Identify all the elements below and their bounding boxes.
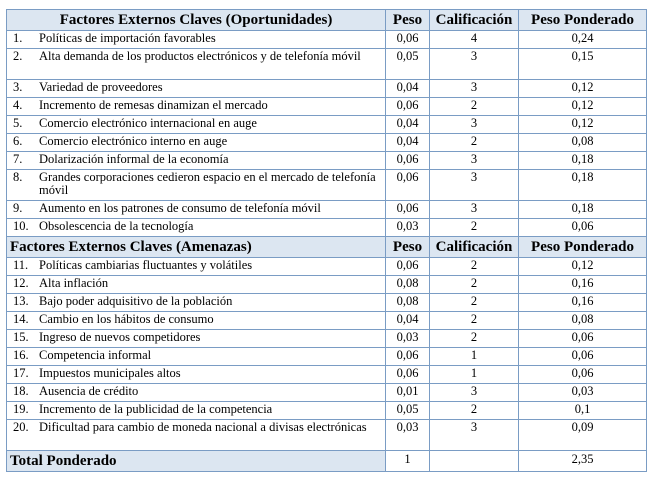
opportunities-header-row xyxy=(7,10,647,31)
factor-rating: 2 xyxy=(430,134,519,152)
factor-weighted: 0,08 xyxy=(519,134,647,152)
factor-cell xyxy=(7,134,386,152)
factor-number: 1. xyxy=(13,31,23,45)
factor-cell xyxy=(7,348,386,366)
factor-text: Comercio electrónico interno en auge xyxy=(39,134,228,148)
factor-cell xyxy=(7,258,386,276)
factor-row xyxy=(7,402,647,420)
factor-row xyxy=(7,366,647,384)
factor-number: 13. xyxy=(13,294,29,308)
factor-row xyxy=(7,219,647,237)
factor-row xyxy=(7,276,647,294)
factor-row xyxy=(7,116,647,134)
rating-header: Calificación xyxy=(430,10,519,31)
factor-weighted: 0,12 xyxy=(519,98,647,116)
factor-text: Ausencia de crédito xyxy=(39,384,139,398)
factor-weight: 0,04 xyxy=(386,80,430,98)
factor-weighted: 0,16 xyxy=(519,276,647,294)
factor-number: 6. xyxy=(13,134,23,148)
factor-row xyxy=(7,258,647,276)
factor-rating: 3 xyxy=(430,116,519,134)
factor-row xyxy=(7,312,647,330)
factor-rating: 2 xyxy=(430,258,519,276)
factor-weighted: 0,06 xyxy=(519,219,647,237)
factor-number: 5. xyxy=(13,116,23,130)
factor-cell xyxy=(7,384,386,402)
factor-cell xyxy=(7,201,386,219)
factor-weighted: 0,06 xyxy=(519,330,647,348)
factor-text: Políticas cambiarias fluctuantes y volátiles xyxy=(39,258,253,272)
factor-weight: 0,04 xyxy=(386,116,430,134)
factor-weight: 0,06 xyxy=(386,348,430,366)
threats-header-row xyxy=(7,237,647,258)
factor-row xyxy=(7,49,647,80)
factor-cell xyxy=(7,219,386,237)
factor-weighted: 0,18 xyxy=(519,152,647,170)
factor-weight: 0,05 xyxy=(386,402,430,420)
factor-number: 17. xyxy=(13,366,29,380)
factor-rating: 3 xyxy=(430,80,519,98)
efe-table xyxy=(6,9,647,472)
factor-weight: 0,05 xyxy=(386,49,430,80)
factor-text: Aumento en los patrones de consumo de telefonía móvil xyxy=(39,201,321,215)
factor-weight: 0,03 xyxy=(386,330,430,348)
factor-row xyxy=(7,384,647,402)
factor-number: 15. xyxy=(13,330,29,344)
factor-weight: 0,06 xyxy=(386,98,430,116)
factor-number: 2. xyxy=(13,49,23,63)
factor-rating: 4 xyxy=(430,31,519,49)
total-rating xyxy=(430,451,519,472)
total-row xyxy=(7,451,647,472)
factor-weighted: 0,08 xyxy=(519,312,647,330)
total-weighted: 2,35 xyxy=(519,451,647,472)
factor-number: 20. xyxy=(13,420,29,434)
factor-text: Bajo poder adquisitivo de la población xyxy=(39,294,233,308)
factor-row xyxy=(7,98,647,116)
factor-rating: 3 xyxy=(430,152,519,170)
factor-number: 3. xyxy=(13,80,23,94)
factor-weighted: 0,18 xyxy=(519,170,647,201)
factor-weighted: 0,12 xyxy=(519,80,647,98)
factor-rating: 3 xyxy=(430,420,519,451)
factor-rating: 3 xyxy=(430,49,519,80)
factor-number: 16. xyxy=(13,348,29,362)
factor-weighted: 0,06 xyxy=(519,366,647,384)
weight-header: Peso xyxy=(386,237,430,258)
factor-weight: 0,01 xyxy=(386,384,430,402)
factor-row xyxy=(7,80,647,98)
factor-cell xyxy=(7,80,386,98)
factor-weighted: 0,06 xyxy=(519,348,647,366)
factor-text: Dificultad para cambio de moneda nacional a divisas electrónicas xyxy=(39,420,367,434)
factor-weight: 0,06 xyxy=(386,170,430,201)
factor-text: Dolarización informal de la economía xyxy=(39,152,229,166)
factor-weight: 0,06 xyxy=(386,152,430,170)
factor-text: Grandes corporaciones cedieron espacio en el mercado de telefonía móvil xyxy=(39,170,376,197)
factor-text: Alta inflación xyxy=(39,276,109,290)
factor-cell xyxy=(7,402,386,420)
factor-weight: 0,06 xyxy=(386,201,430,219)
factor-weighted: 0,15 xyxy=(519,49,647,80)
factor-text: Variedad de proveedores xyxy=(39,80,163,94)
total-weight: 1 xyxy=(386,451,430,472)
rating-header: Calificación xyxy=(430,237,519,258)
factor-weighted: 0,24 xyxy=(519,31,647,49)
factor-rating: 3 xyxy=(430,201,519,219)
factor-weight: 0,06 xyxy=(386,31,430,49)
efe-matrix xyxy=(6,9,646,472)
factor-cell xyxy=(7,330,386,348)
factor-weight: 0,04 xyxy=(386,312,430,330)
factor-text: Competencia informal xyxy=(39,348,152,362)
weighted-header: Peso Ponderado xyxy=(519,237,647,258)
factor-rating: 2 xyxy=(430,312,519,330)
factor-number: 8. xyxy=(13,170,23,184)
factor-rating: 2 xyxy=(430,330,519,348)
factor-weight: 0,06 xyxy=(386,366,430,384)
factor-cell xyxy=(7,98,386,116)
threats-header: Factores Externos Claves (Amenazas) xyxy=(7,237,386,258)
factor-text: Alta demanda de los productos electrónicos y de telefonía móvil xyxy=(39,49,361,63)
factor-number: 4. xyxy=(13,98,23,112)
weight-header: Peso xyxy=(386,10,430,31)
factor-weighted: 0,12 xyxy=(519,258,647,276)
factor-text: Impuestos municipales altos xyxy=(39,366,181,380)
factor-text: Obsolescencia de la tecnología xyxy=(39,219,194,233)
factor-weight: 0,04 xyxy=(386,134,430,152)
factor-rating: 2 xyxy=(430,219,519,237)
factor-cell xyxy=(7,276,386,294)
factor-rating: 3 xyxy=(430,384,519,402)
factor-row xyxy=(7,170,647,201)
factor-cell xyxy=(7,49,386,80)
factor-text: Cambio en los hábitos de consumo xyxy=(39,312,214,326)
factor-cell xyxy=(7,152,386,170)
factor-weighted: 0,16 xyxy=(519,294,647,312)
factor-rating: 1 xyxy=(430,366,519,384)
opportunities-header: Factores Externos Claves (Oportunidades) xyxy=(7,10,386,31)
factor-weighted: 0,18 xyxy=(519,201,647,219)
factor-rating: 1 xyxy=(430,348,519,366)
factor-rating: 2 xyxy=(430,276,519,294)
factor-number: 9. xyxy=(13,201,23,215)
weighted-header: Peso Ponderado xyxy=(519,10,647,31)
factor-cell xyxy=(7,170,386,201)
factor-weight: 0,08 xyxy=(386,294,430,312)
factor-text: Incremento de remesas dinamizan el mercado xyxy=(39,98,268,112)
factor-text: Políticas de importación favorables xyxy=(39,31,216,45)
factor-weight: 0,03 xyxy=(386,420,430,451)
factor-rating: 2 xyxy=(430,294,519,312)
factor-weighted: 0,03 xyxy=(519,384,647,402)
factor-row xyxy=(7,420,647,451)
factor-row xyxy=(7,330,647,348)
factor-text: Incremento de la publicidad de la competencia xyxy=(39,402,273,416)
factor-number: 14. xyxy=(13,312,29,326)
factor-weighted: 0,09 xyxy=(519,420,647,451)
factor-cell xyxy=(7,312,386,330)
factor-cell xyxy=(7,420,386,451)
factor-cell xyxy=(7,366,386,384)
factor-rating: 2 xyxy=(430,402,519,420)
factor-cell xyxy=(7,294,386,312)
factor-row xyxy=(7,294,647,312)
factor-row xyxy=(7,201,647,219)
factor-text: Comercio electrónico internacional en auge xyxy=(39,116,257,130)
factor-number: 19. xyxy=(13,402,29,416)
factor-row xyxy=(7,348,647,366)
factor-number: 10. xyxy=(13,219,29,233)
total-label: Total Ponderado xyxy=(7,451,386,472)
factor-cell xyxy=(7,31,386,49)
factor-cell xyxy=(7,116,386,134)
factor-weight: 0,06 xyxy=(386,258,430,276)
factor-number: 7. xyxy=(13,152,23,166)
factor-weighted: 0,1 xyxy=(519,402,647,420)
factor-rating: 3 xyxy=(430,170,519,201)
factor-rating: 2 xyxy=(430,98,519,116)
factor-row xyxy=(7,152,647,170)
factor-weight: 0,08 xyxy=(386,276,430,294)
factor-weight: 0,03 xyxy=(386,219,430,237)
factor-row xyxy=(7,31,647,49)
factor-row xyxy=(7,134,647,152)
factor-number: 11. xyxy=(13,258,29,272)
factor-number: 12. xyxy=(13,276,29,290)
factor-text: Ingreso de nuevos competidores xyxy=(39,330,201,344)
factor-weighted: 0,12 xyxy=(519,116,647,134)
factor-number: 18. xyxy=(13,384,29,398)
